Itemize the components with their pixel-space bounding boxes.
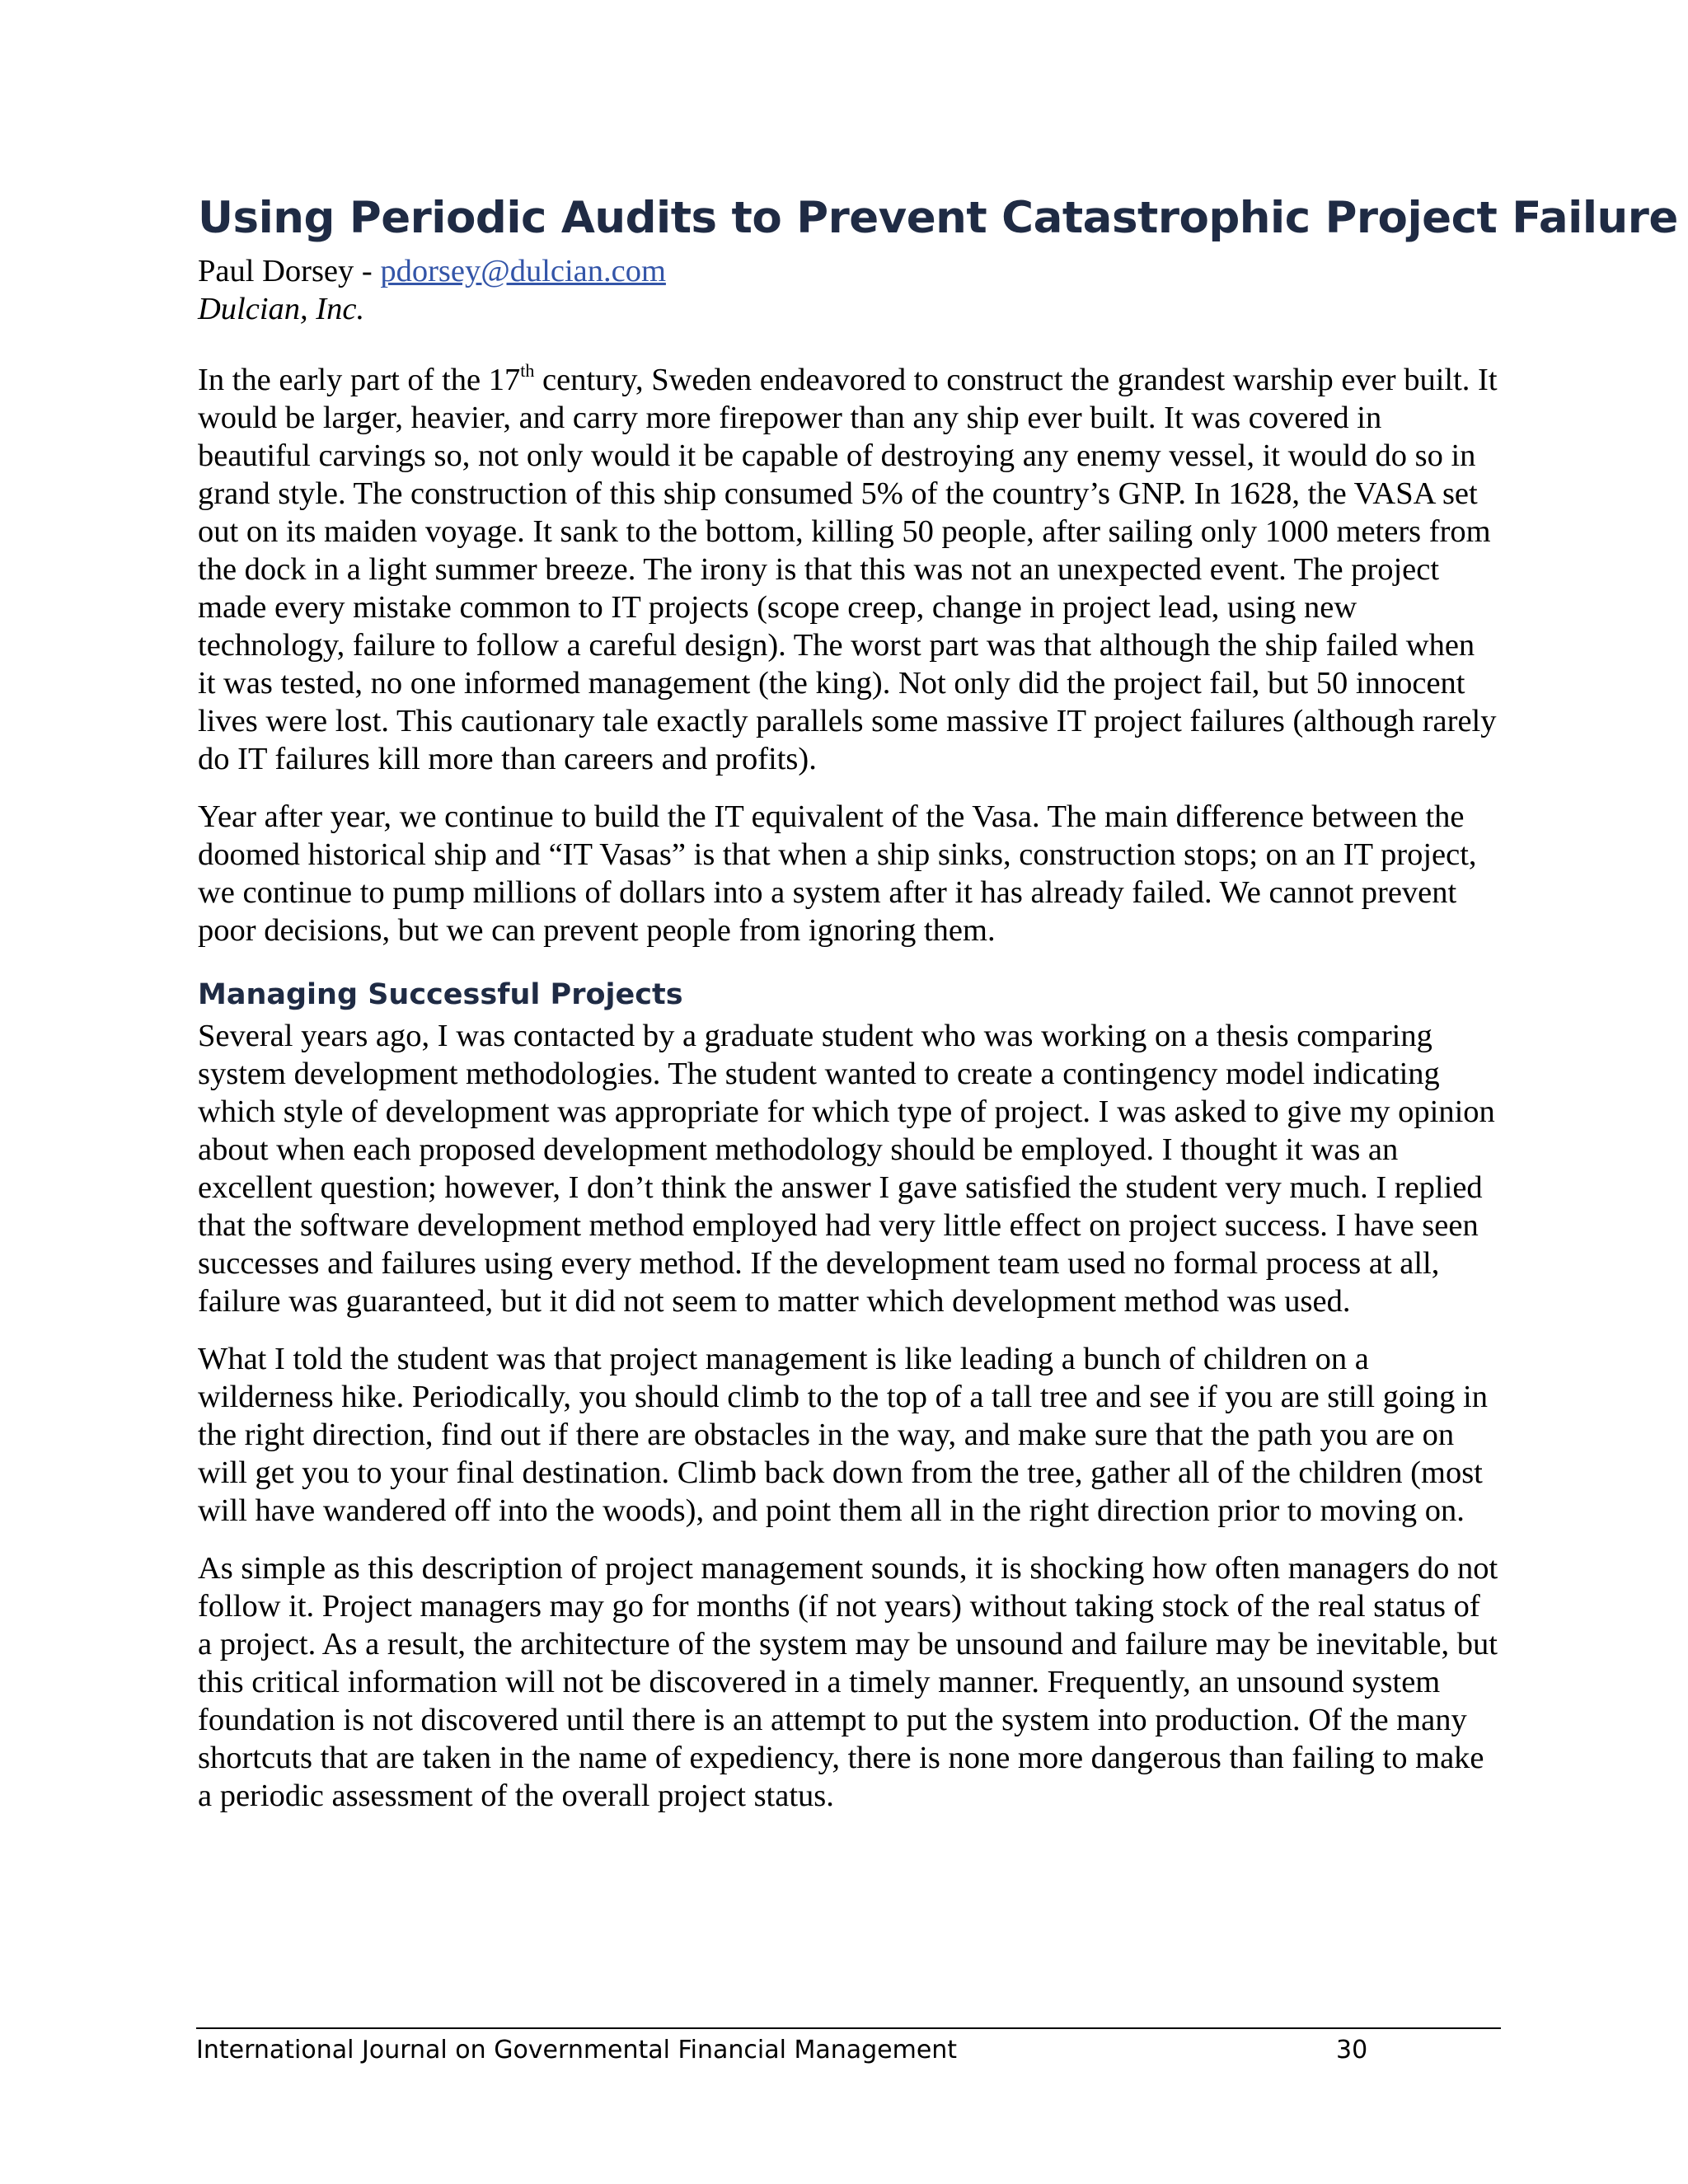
section-paragraph-2: What I told the student was that project management is like leading a bunch of children on a wilderness hike. Periodically, you should climb to the top of a tall tree and see if you are still going in the right direction, find out if there are obstacles in the way, and make sure that the path you are on will get you to your final destination. Climb back down from the tree, gather all of the children (most will have wandered off into the woods), and point them all in the right direction prior to moving on. bbox=[198, 1342, 1488, 1528]
intro-text-start: In the early part of the 17 bbox=[198, 363, 521, 397]
section-paragraph-1: Several years ago, I was contacted by a graduate student who was working on a thesis comparing system development methodologies. The student wanted to create a contingency model indicating which style of development was appropriate for which type of project. I was asked to give my opinion about when each proposed development methodology should be employed. I thought it was an excellent question; however, I don’t think the answer I gave satisfied the student very much. I replied that the software development method employed had very little effect on project success. I have seen successes and failures using every method. If the development team used no formal process at all, failure was guaranteed, but it did not seem to matter which development method was used. bbox=[198, 1019, 1495, 1319]
author-name: Paul Dorsey - bbox=[198, 254, 381, 288]
section-paragraph-3: As simple as this description of project management sounds, it is shocking how often managers do not follow it. Project managers may go for months (if not years) without taking stock of the real status of a project. As a result, the architecture of the system may be unsound and failure may be inevitable, but this critical information will not be discovered in a timely manner. Frequently, an unsound system foundation is not discovered until there is an attempt to put the system into production. Of the many shortcuts that are taken in the name of expediency, there is none more dangerous than failing to make a periodic assessment of the overall project status. bbox=[198, 1551, 1498, 1813]
intro-text-rest: century, Sweden endeavored to construct the grandest warship ever built. It would be larger, heavier, and carry more firepower than any ship ever built. It was covered in beautiful carvings so, not only would it be capable of destroying any enemy vessel, it would do so in grand style. The construction of this ship consumed 5% of the country’s GNP. In 1628, the VASA set out on its maiden voyage. It sank to the bottom, killing 50 people, after sailing only 1000 meters from the dock in a light summer breeze. The irony is that this was not an unexpected event. The project made every mistake common to IT projects (scope creep, change in project lead, using new technology, failure to follow a careful design). The worst part was that although the ship failed when it was tested, no one informed management (the king). Not only did the project fail, but 50 innocent lives were lost. This cautionary tale exactly parallels some massive IT project failures (although rarely do IT failures kill more than careers and profits). bbox=[198, 363, 1498, 776]
author-line bbox=[198, 252, 1500, 290]
intro-paragraph bbox=[198, 361, 1500, 778]
page-footer bbox=[196, 2027, 1501, 2064]
vasa-paragraph: Year after year, we continue to build the IT equivalent of the Vasa. The main difference between the doomed historical ship and “IT Vasas” is that when a ship sinks, construction stops; on an IT project, we continue to pump millions of dollars into a system after it has already failed. We cannot prevent poor decisions, but we can prevent people from ignoring them. bbox=[198, 799, 1477, 948]
section-heading: Managing Successful Projects bbox=[198, 978, 683, 1011]
footer-journal-name: International Journal on Governmental Financial Management bbox=[196, 2036, 958, 2064]
article bbox=[198, 190, 1678, 1835]
article-title: Using Periodic Audits to Prevent Catastrophic Project Failure bbox=[198, 193, 1678, 243]
ordinal-superscript: th bbox=[520, 360, 535, 381]
author-email-link[interactable]: pdorsey@dulcian.com bbox=[380, 254, 666, 288]
page-number: 30 bbox=[1336, 2036, 1368, 2064]
company-name: Dulcian, Inc. bbox=[198, 292, 365, 326]
